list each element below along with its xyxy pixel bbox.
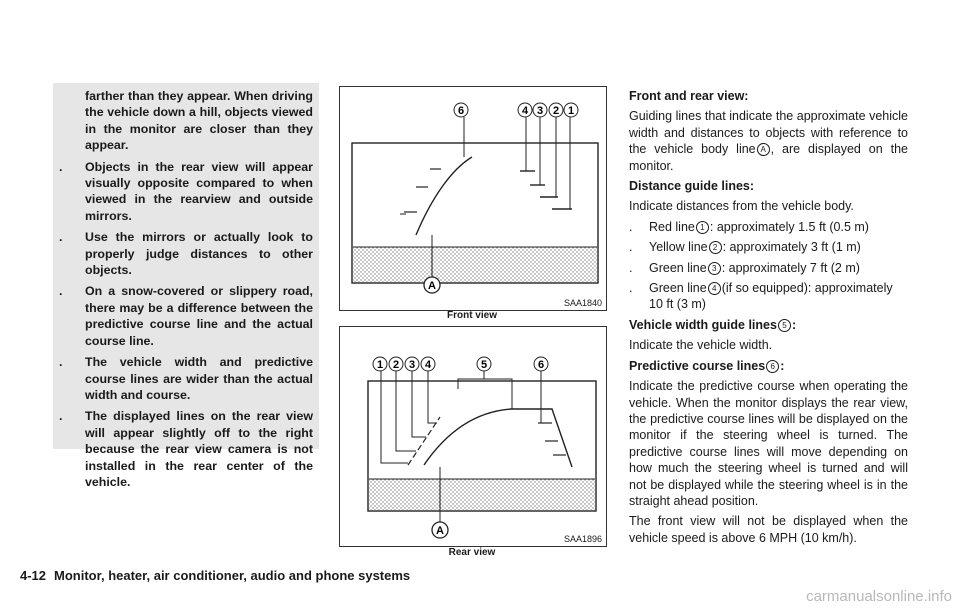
page-footer [20,568,410,583]
label-2: 2 [552,105,560,117]
rear-view-caption: Rear view [448,547,496,558]
vehicle-body-area [353,247,597,282]
marker-a: A [757,143,770,156]
paragraph: Indicate the vehicle width. [629,338,773,353]
warning-item: . Objects in the rear view will appear visually opposite compared to when viewed in the rearview and outside mirrors. [59,159,313,223]
figure-code: SAA1896 [563,534,602,544]
paragraph: Guiding lines that indicate the approximate vehicle width and distances to objects with reference to the vehicle body line A , are displayed on the monitor. [629,109,908,173]
paragraph: The front view will not be displayed when the vehicle speed is above 6 MPH (10 km/h). [629,514,908,545]
bullet: . [59,230,63,245]
label-6: 6 [537,359,545,371]
label-1: 1 [376,359,384,371]
paragraph: Indicate distances from the vehicle body. [629,199,854,214]
vehicle-body-area [369,479,595,510]
rear-view-diagram [340,327,606,546]
heading-front-rear: Front and rear view: [629,89,749,103]
label-2: 2 [392,359,400,371]
front-view-caption: Front view [446,310,497,321]
list-item: . Green line 4 (if so equipped): approximately 10 ft (3 m) [629,281,893,312]
label-1: 1 [567,105,575,117]
label-4: 4 [521,105,529,117]
bullet: . [59,409,63,424]
front-view-figure [339,86,607,311]
section-title: Monitor, heater, air conditioner, audio and phone systems [54,568,411,583]
right-column [629,88,908,550]
warning-item: . The displayed lines on the rear view will appear slightly off to the right because the rear view camera is not installed in the rear center of the vehicle. [59,409,313,489]
front-view-diagram [340,87,606,310]
warning-item: . Use the mirrors or actually look to properly judge distances to other objects. [59,230,313,278]
label-a: A [436,525,444,537]
bullet: . [629,260,633,275]
bullet: . [59,159,63,174]
distance-line-list [629,219,908,313]
label-a: A [428,280,436,292]
warning-list [53,88,313,495]
bullet: . [59,284,63,299]
label-3: 3 [536,105,544,117]
warning-continuation: farther than they appear. When driving the vehicle down a hill, objects viewed in the monitor are closer than they appear. [85,89,313,153]
watermark: carmanualsonline.info [806,588,952,605]
figure-code: SAA1840 [563,298,602,308]
bullet: . [59,355,63,370]
warning-box [53,83,319,489]
warning-item: . On a snow-covered or slippery road, there may be a difference between the predictive course line and the actual course line. [59,284,313,348]
label-5: 5 [480,359,488,371]
rear-view-figure [339,326,607,547]
list-item: . Yellow line 2 : approximately 3 ft (1 m) [629,240,861,255]
page-number: 4-12 [20,568,47,583]
paragraph: Indicate the predictive course when operating the vehicle. When the monitor displays the rear view, the predictive course lines will be displayed on the monitor if the steering wheel is turned. The predictive course lines will move depending on how much the steering wheel is turned and will not be displayed while the steering wheel is in the straight ahead position. [629,379,908,508]
label-4: 4 [424,359,432,371]
bullet: . [629,281,633,296]
warning-item: . The vehicle width and predictive course lines are wider than the actual width and course. [59,355,313,402]
list-item: . Red line 1 : approximately 1.5 ft (0.5 m) [629,219,869,234]
bullet: . [629,240,633,255]
heading-width: Vehicle width guide lines 5 : [629,317,797,332]
list-item: . Green line 3 : approximately 7 ft (2 m) [629,260,860,275]
bullet: . [629,219,633,234]
label-3: 3 [408,359,416,371]
heading-distance: Distance guide lines: [629,179,755,194]
label-6: 6 [457,105,465,117]
heading-predictive: Predictive course lines 6 : [629,358,785,373]
